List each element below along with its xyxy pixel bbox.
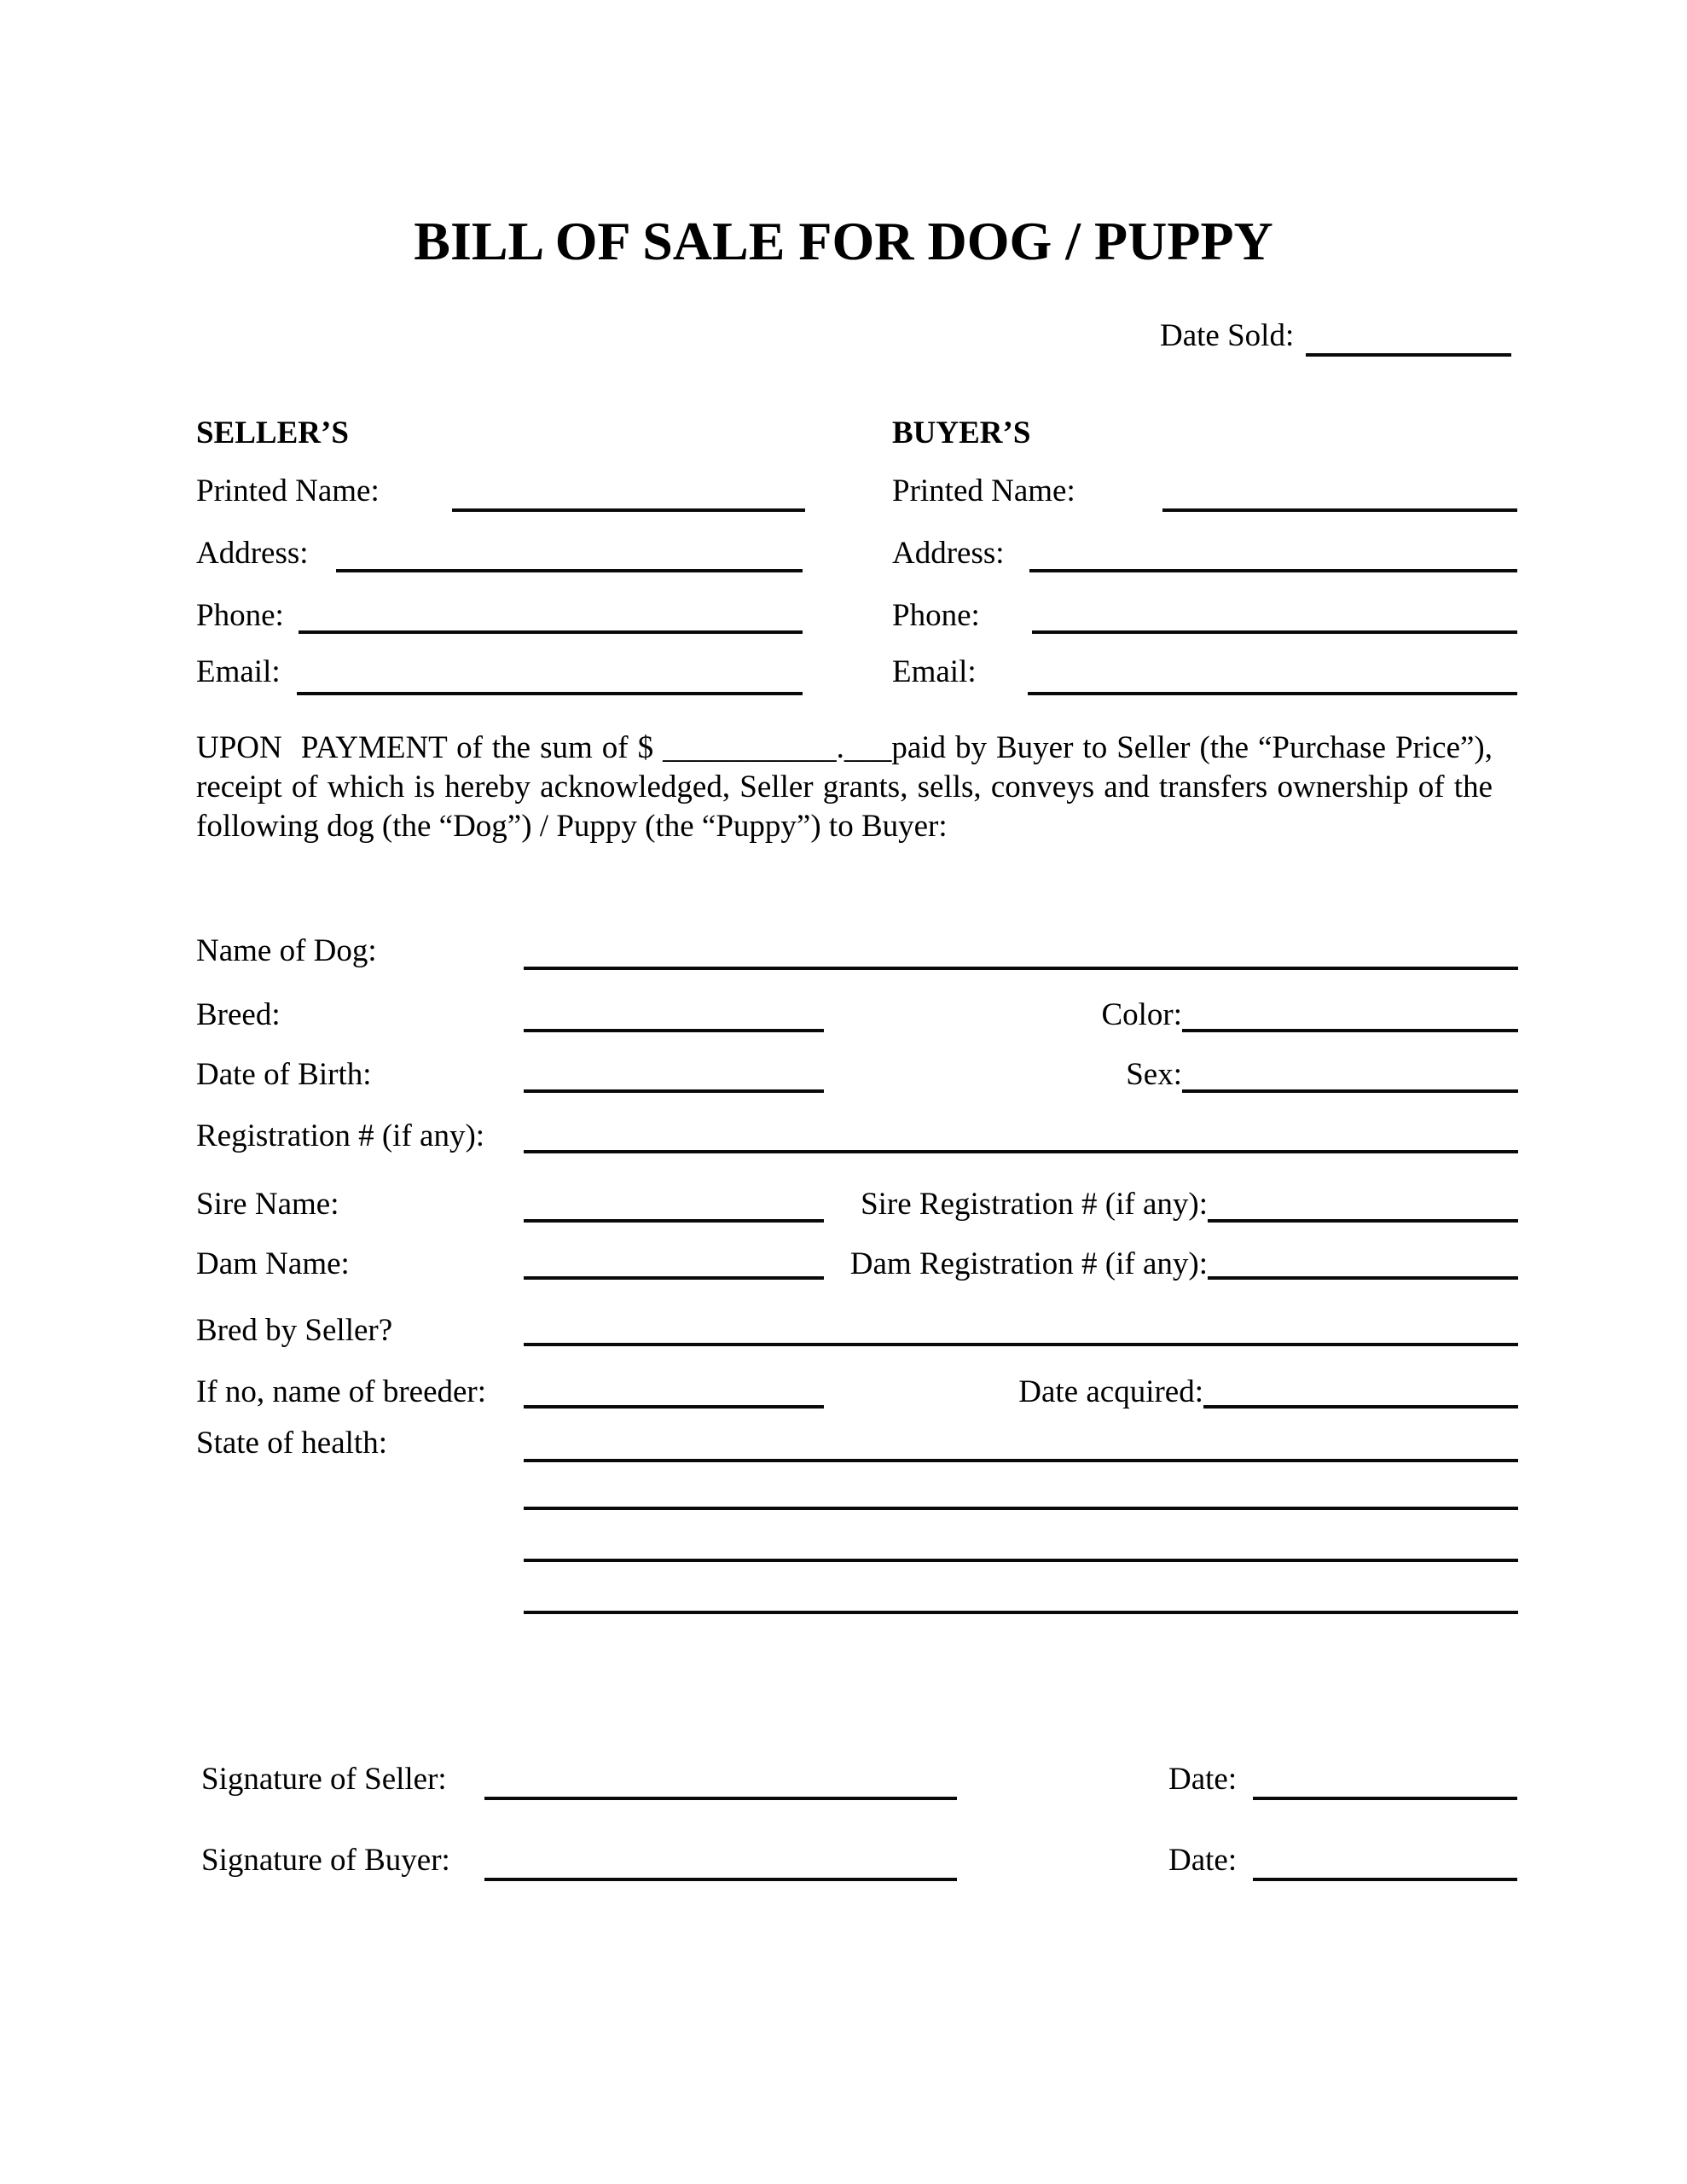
buyer-signature-date-label: Date: — [1168, 1843, 1238, 1878]
buyer-email-label: Email: — [892, 654, 977, 689]
seller-phone-line — [299, 630, 803, 634]
dam-name-label: Dam Name: — [196, 1246, 350, 1281]
buyer-phone-label: Phone: — [892, 598, 980, 633]
buyer-address-line — [1029, 569, 1517, 572]
dog-name-line — [524, 967, 1518, 970]
sex-line — [1182, 1089, 1518, 1093]
breeder-name-label: If no, name of breeder: — [196, 1374, 487, 1409]
bred-by-seller-label: Bred by Seller? — [196, 1313, 393, 1348]
state-of-health-label: State of health: — [196, 1426, 387, 1461]
color-label: Color: — [1101, 997, 1182, 1032]
seller-signature-date-label: Date: — [1168, 1762, 1238, 1797]
payment-paragraph — [196, 729, 1493, 846]
seller-printed-name-line — [452, 508, 805, 512]
date-sold-line — [1306, 353, 1511, 357]
state-of-health-line — [524, 1459, 1518, 1462]
seller-printed-name-label: Printed Name: — [196, 473, 380, 508]
date-acquired-line — [1203, 1405, 1518, 1409]
sire-registration-label: Sire Registration # (if any): — [861, 1187, 1208, 1222]
seller-email-label: Email: — [196, 654, 281, 689]
breed-line — [524, 1029, 824, 1032]
dog-name-label: Name of Dog: — [196, 933, 377, 968]
buyer-printed-name-line — [1162, 508, 1517, 512]
state-of-health-line-3 — [524, 1559, 1518, 1562]
state-of-health-line-4 — [524, 1611, 1518, 1614]
payment-paragraph-line-1: UPON PAYMENT of the sum of $ ___________.___paid by Buyer to Seller (the “Purchase Price”), — [196, 730, 1493, 765]
dam-registration-label: Dam Registration # (if any): — [849, 1246, 1208, 1281]
date-sold-label: Date Sold: — [1160, 318, 1295, 353]
buyer-section-heading: BUYER’S — [892, 415, 1031, 450]
seller-signature-line — [484, 1797, 957, 1800]
buyer-phone-line — [1032, 630, 1517, 634]
bred-by-seller-line — [524, 1343, 1518, 1346]
date-acquired-label: Date acquired: — [1018, 1374, 1203, 1409]
dam-registration-line — [1208, 1276, 1518, 1280]
seller-signature-label: Signature of Seller: — [201, 1762, 447, 1797]
payment-paragraph-line-2: receipt of which is hereby acknowledged, Seller grants, sells, conveys and transfers ownership of the — [196, 770, 1493, 804]
seller-phone-label: Phone: — [196, 598, 284, 633]
buyer-signature-line — [484, 1878, 957, 1881]
sire-registration-line — [1208, 1219, 1518, 1223]
seller-email-line — [297, 692, 803, 695]
seller-address-label: Address: — [196, 536, 309, 571]
registration-line — [524, 1150, 1518, 1153]
seller-section-heading: SELLER’S — [196, 415, 349, 450]
seller-signature-date-line — [1253, 1797, 1517, 1800]
registration-label: Registration # (if any): — [196, 1118, 485, 1153]
breeder-name-line — [524, 1405, 824, 1409]
buyer-address-label: Address: — [892, 536, 1005, 571]
state-of-health-line-2 — [524, 1507, 1518, 1510]
date-of-birth-label: Date of Birth: — [196, 1057, 372, 1092]
sex-label: Sex: — [1126, 1057, 1182, 1092]
breed-label: Breed: — [196, 997, 281, 1032]
date-of-birth-line — [524, 1089, 824, 1093]
buyer-signature-label: Signature of Buyer: — [201, 1843, 450, 1878]
buyer-printed-name-label: Printed Name: — [892, 473, 1075, 508]
payment-paragraph-line-3: following dog (the “Dog”) / Puppy (the “Puppy”) to Buyer: — [196, 809, 948, 844]
buyer-email-line — [1028, 692, 1517, 695]
sire-name-label: Sire Name: — [196, 1187, 339, 1222]
page-title: BILL OF SALE FOR DOG / PUPPY — [414, 211, 1273, 271]
color-line — [1182, 1029, 1518, 1032]
seller-address-line — [336, 569, 803, 572]
buyer-signature-date-line — [1253, 1878, 1517, 1881]
